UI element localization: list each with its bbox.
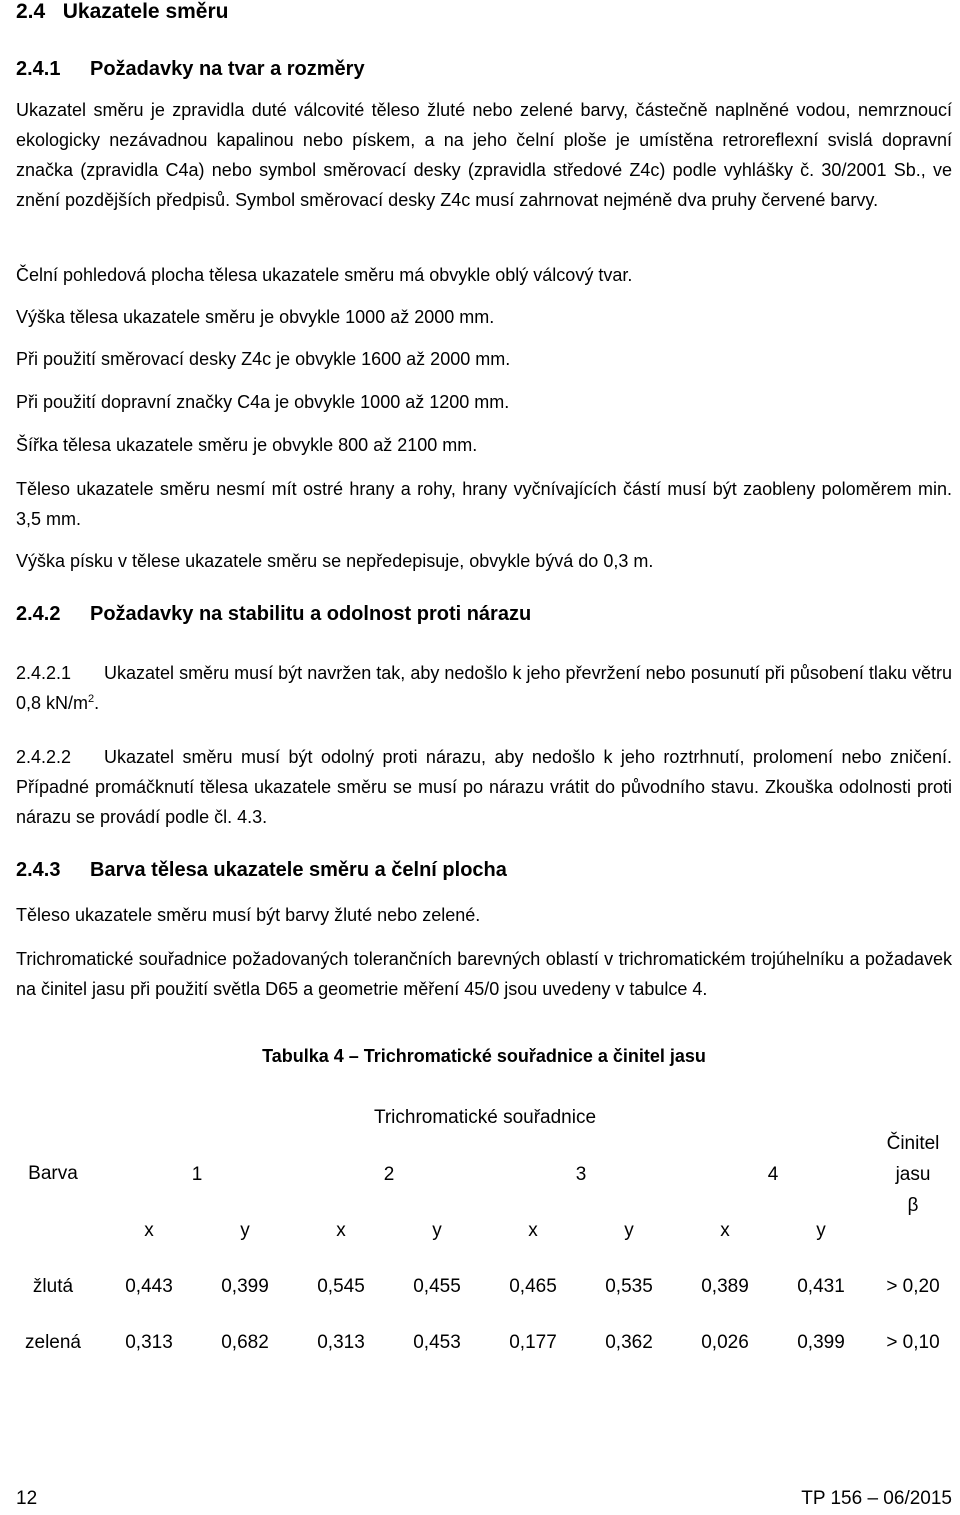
header-trichromatic: Trichromatické souřadnice <box>373 1107 597 1128</box>
subsection-heading-2-4-3 <box>16 859 507 882</box>
subsection-title: Požadavky na stabilitu a odolnost proti nárazu <box>90 603 532 625</box>
paragraph-edges: Těleso ukazatele směru nesmí mít ostré hrany a rohy, hrany vyčnívajících částí musí být zaobleny poloměrem min. 3,5 mm. <box>16 479 952 529</box>
cell-barva: žlutá <box>32 1276 74 1297</box>
paragraph-sand-height: Výška písku v tělese ukazatele směru se nepředepisuje, obvykle bývá do 0,3 m. <box>16 551 654 571</box>
paragraph-height: Výška tělesa ukazatele směru je obvykle 1000 až 2000 mm. <box>16 307 495 327</box>
superscript: 2 <box>88 693 95 705</box>
cell-value: 0,682 <box>221 1332 269 1353</box>
document-id: TP 156 – 06/2015 <box>801 1488 952 1509</box>
cell-value: 0,443 <box>125 1276 173 1297</box>
cell-value: 0,313 <box>317 1332 365 1353</box>
clause-2-4-2-2 <box>16 742 952 832</box>
cell-luminance: > 0,20 <box>886 1276 940 1297</box>
cell-value: 0,362 <box>605 1332 653 1353</box>
subsection-number: 2.4.3 <box>16 859 61 881</box>
paragraph-width: Šířka tělesa ukazatele směru je obvykle 800 až 2100 mm. <box>16 435 478 455</box>
header-point-1: 1 <box>191 1164 203 1185</box>
cell-value: 0,389 <box>701 1276 749 1297</box>
cell-value: 0,545 <box>317 1276 365 1297</box>
subsection-number: 2.4.2 <box>16 603 61 625</box>
header-axis: y <box>432 1220 442 1241</box>
cell-value: 0,455 <box>413 1276 461 1297</box>
header-point-2: 2 <box>383 1164 395 1185</box>
header-axis: y <box>240 1220 250 1241</box>
header-luminance-line1: Činitel <box>886 1132 940 1154</box>
section-title: Ukazatele směru <box>62 0 229 23</box>
paragraph-height-c4a: Při použití dopravní značky C4a je obvykle 1000 až 1200 mm. <box>16 392 510 412</box>
clause-text: Ukazatel směru musí být odolný proti nárazu, aby nedošlo k jeho roztrhnutí, prolomení nebo zničení. Případné promáčknutí tělesa ukazatele směru se musí po nárazu vrátit do původního stavu. Zkouška odolnosti proti nárazu se provádí podle čl. 4.3. <box>16 747 952 827</box>
header-axis: y <box>624 1220 634 1241</box>
page-number: 12 <box>16 1488 38 1509</box>
header-luminance-symbol: β <box>907 1194 919 1216</box>
header-barva: Barva <box>28 1163 78 1184</box>
cell-value: 0,453 <box>413 1332 461 1353</box>
header-axis: x <box>336 1220 346 1241</box>
table-caption: Tabulka 4 – Trichromatické souřadnice a činitel jasu <box>262 1046 706 1066</box>
cell-value: 0,026 <box>701 1332 749 1353</box>
header-axis: x <box>528 1220 538 1241</box>
clause-2-4-2-1 <box>16 658 952 718</box>
subsection-title: Požadavky na tvar a rozměry <box>90 58 365 80</box>
cell-value: 0,535 <box>605 1276 653 1297</box>
subsection-heading-2-4-2 <box>16 603 531 626</box>
table-row <box>5 1259 957 1315</box>
section-number: 2.4 <box>16 0 46 23</box>
cell-value: 0,465 <box>509 1276 557 1297</box>
cell-value: 0,177 <box>509 1332 557 1353</box>
header-axis: x <box>144 1220 154 1241</box>
paragraph-color: Těleso ukazatele směru musí být barvy žluté nebo zelené. <box>16 905 481 925</box>
subsection-title: Barva tělesa ukazatele směru a čelní plocha <box>90 859 507 881</box>
clause-number: 2.4.2.1 <box>16 663 72 683</box>
trichromatic-table <box>5 1089 957 1371</box>
header-luminance-line2: jasu <box>895 1163 931 1185</box>
subsection-heading-2-4-1 <box>16 58 365 81</box>
header-point-4: 4 <box>767 1164 779 1185</box>
cell-luminance: > 0,10 <box>886 1332 940 1353</box>
header-luminance <box>869 1089 957 1259</box>
paragraph-height-z4c: Při použití směrovací desky Z4c je obvykle 1600 až 2000 mm. <box>16 349 511 369</box>
clause-number: 2.4.2.2 <box>16 747 72 767</box>
header-axis: x <box>720 1220 730 1241</box>
cell-value: 0,399 <box>221 1276 269 1297</box>
paragraph-description: Ukazatel směru je zpravidla duté válcovité těleso žluté nebo zelené barvy, částečně naplněné vodou, nemrznoucí ekologicky nezávadnou kapalinou nebo pískem, a na jeho čelní ploše je umístěna retroreflexní svislá dopravní značka (zpravidla C4a) nebo symbol směrovací desky (zpravidla středové Z4c) podle vyhlášky č. 30/2001 Sb., ve znění pozdějších předpisů. Symbol směrovací desky Z4c musí zahrnovat nejméně dva pruhy červené barvy. <box>16 100 952 210</box>
clause-text: Ukazatel směru musí být navržen tak, aby nedošlo k jeho převržení nebo posunutí při působení tlaku větru 0,8 kN/m <box>16 663 952 713</box>
cell-value: 0,431 <box>797 1276 845 1297</box>
header-point-3: 3 <box>575 1164 587 1185</box>
cell-barva: zelená <box>25 1332 81 1353</box>
paragraph-front-surface: Čelní pohledová plocha tělesa ukazatele směru má obvykle oblý válcový tvar. <box>16 265 633 285</box>
cell-value: 0,313 <box>125 1332 173 1353</box>
cell-value: 0,399 <box>797 1332 845 1353</box>
subsection-number: 2.4.1 <box>16 58 61 80</box>
table-row <box>5 1315 957 1371</box>
paragraph-trichromatic: Trichromatické souřadnice požadovaných tolerančních barevných oblastí v trichromatickém trojúhelníku a požadavek na činitel jasu při použití světla D65 a geometrie měření 45/0 jsou uvedeny v tabulce 4. <box>16 949 952 999</box>
clause-end: . <box>94 693 100 713</box>
section-heading <box>16 0 228 24</box>
header-axis: y <box>816 1220 826 1241</box>
